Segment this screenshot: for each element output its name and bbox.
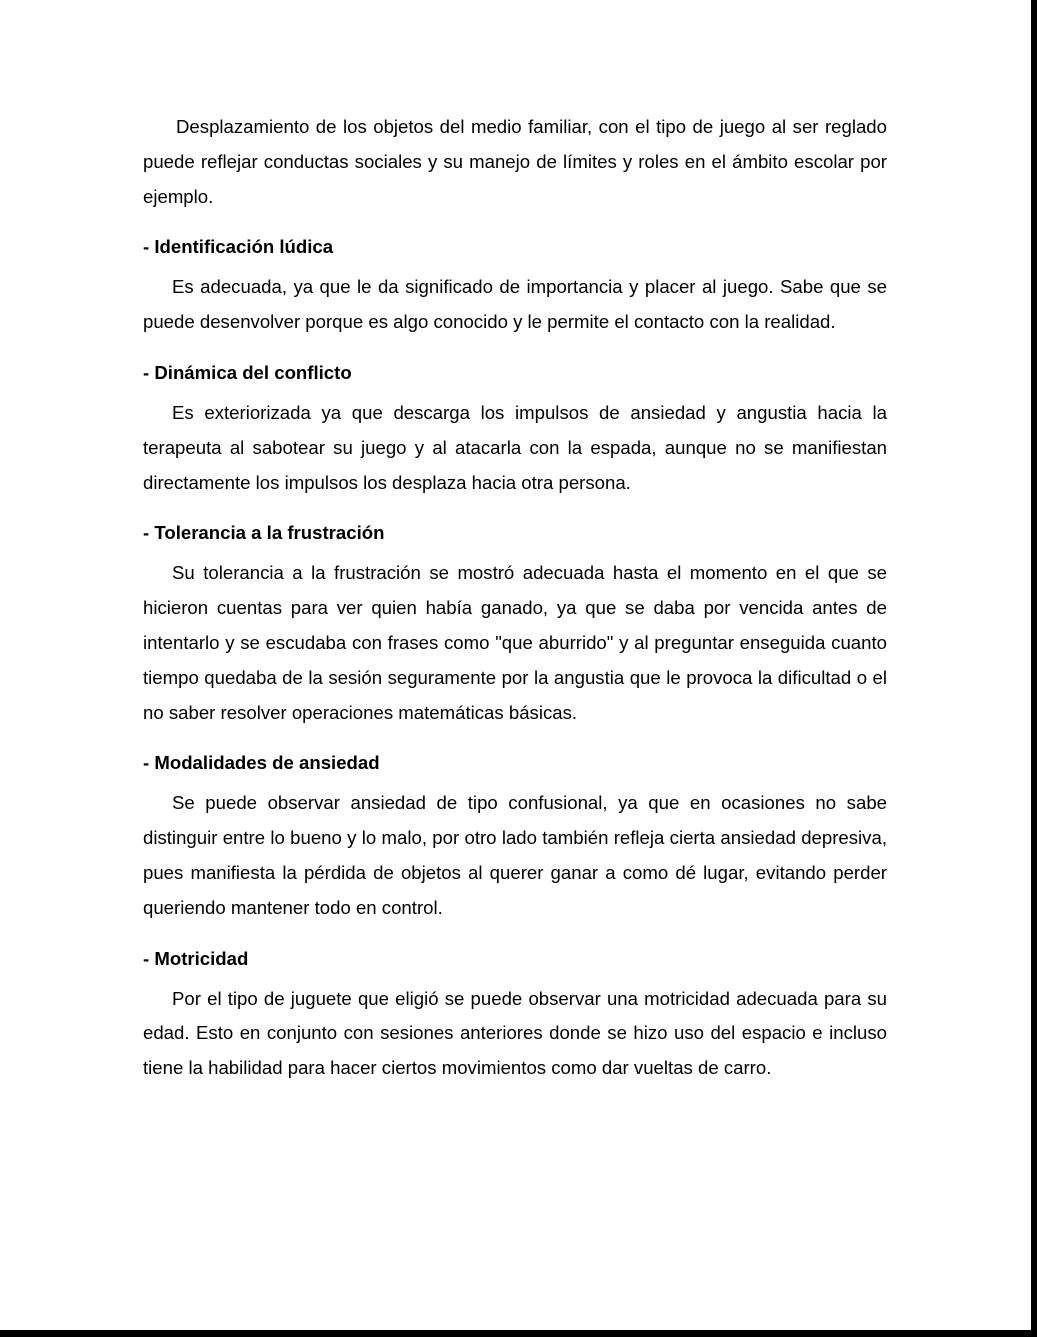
section-heading-identificacion-ludica: - Identificación lúdica — [143, 236, 334, 258]
section-paragraph-modalidades-ansiedad: Se puede observar ansiedad de tipo confusional, ya que en ocasiones no sabe distinguir entre lo bueno y lo malo, por otro lado también refleja cierta ansiedad depresiva, pues manifiesta la pérdida de objetos al querer ganar a como dé lugar, evitando perder queriendo mantener todo en control. — [143, 792, 887, 918]
section-heading-tolerancia-frustracion: - Tolerancia a la frustración — [143, 522, 385, 544]
document-body — [143, 110, 887, 1086]
section-heading-dinamica-del-conflicto: - Dinámica del conflicto — [143, 361, 352, 383]
section-heading-motricidad: - Motricidad — [143, 947, 249, 969]
section-paragraph-tolerancia-frustracion: Su tolerancia a la frustración se mostró adecuada hasta el momento en el que se hicieron cuentas para ver quien había ganado, ya que se daba por vencida antes de intentarlo y se escudaba con frases como "que aburrido" y al preguntar enseguida cuanto tiempo quedaba de la sesión seguramente por la angustia que le provoca la dificultad o el no saber resolver operaciones matemáticas básicas. — [143, 562, 887, 723]
section-paragraph-dinamica-del-conflicto: Es exteriorizada ya que descarga los impulsos de ansiedad y angustia hacia la terapeuta al sabotear su juego y al atacarla con la espada, aunque no se manifiestan directamente los impulsos los desplaza hacia otra persona. — [143, 401, 887, 493]
section-paragraph-identificacion-ludica: Es adecuada, ya que le da significado de importancia y placer al juego. Sabe que se puede desenvolver porque es algo conocido y le permite el contacto con la realidad. — [143, 276, 887, 333]
section-heading-modalidades-ansiedad: - Modalidades de ansiedad — [143, 752, 380, 774]
section-paragraph-motricidad: Por el tipo de juguete que eligió se puede observar una motricidad adecuada para su edad. Esto en conjunto con sesiones anteriores donde se hizo uso del espacio e incluso tiene la habilidad para hacer ciertos movimientos como dar vueltas de carro. — [143, 987, 887, 1079]
intro-paragraph: Desplazamiento de los objetos del medio familiar, con el tipo de juego al ser reglado puede reflejar conductas sociales y su manejo de límites y roles en el ámbito escolar por ejemplo. — [143, 116, 887, 207]
